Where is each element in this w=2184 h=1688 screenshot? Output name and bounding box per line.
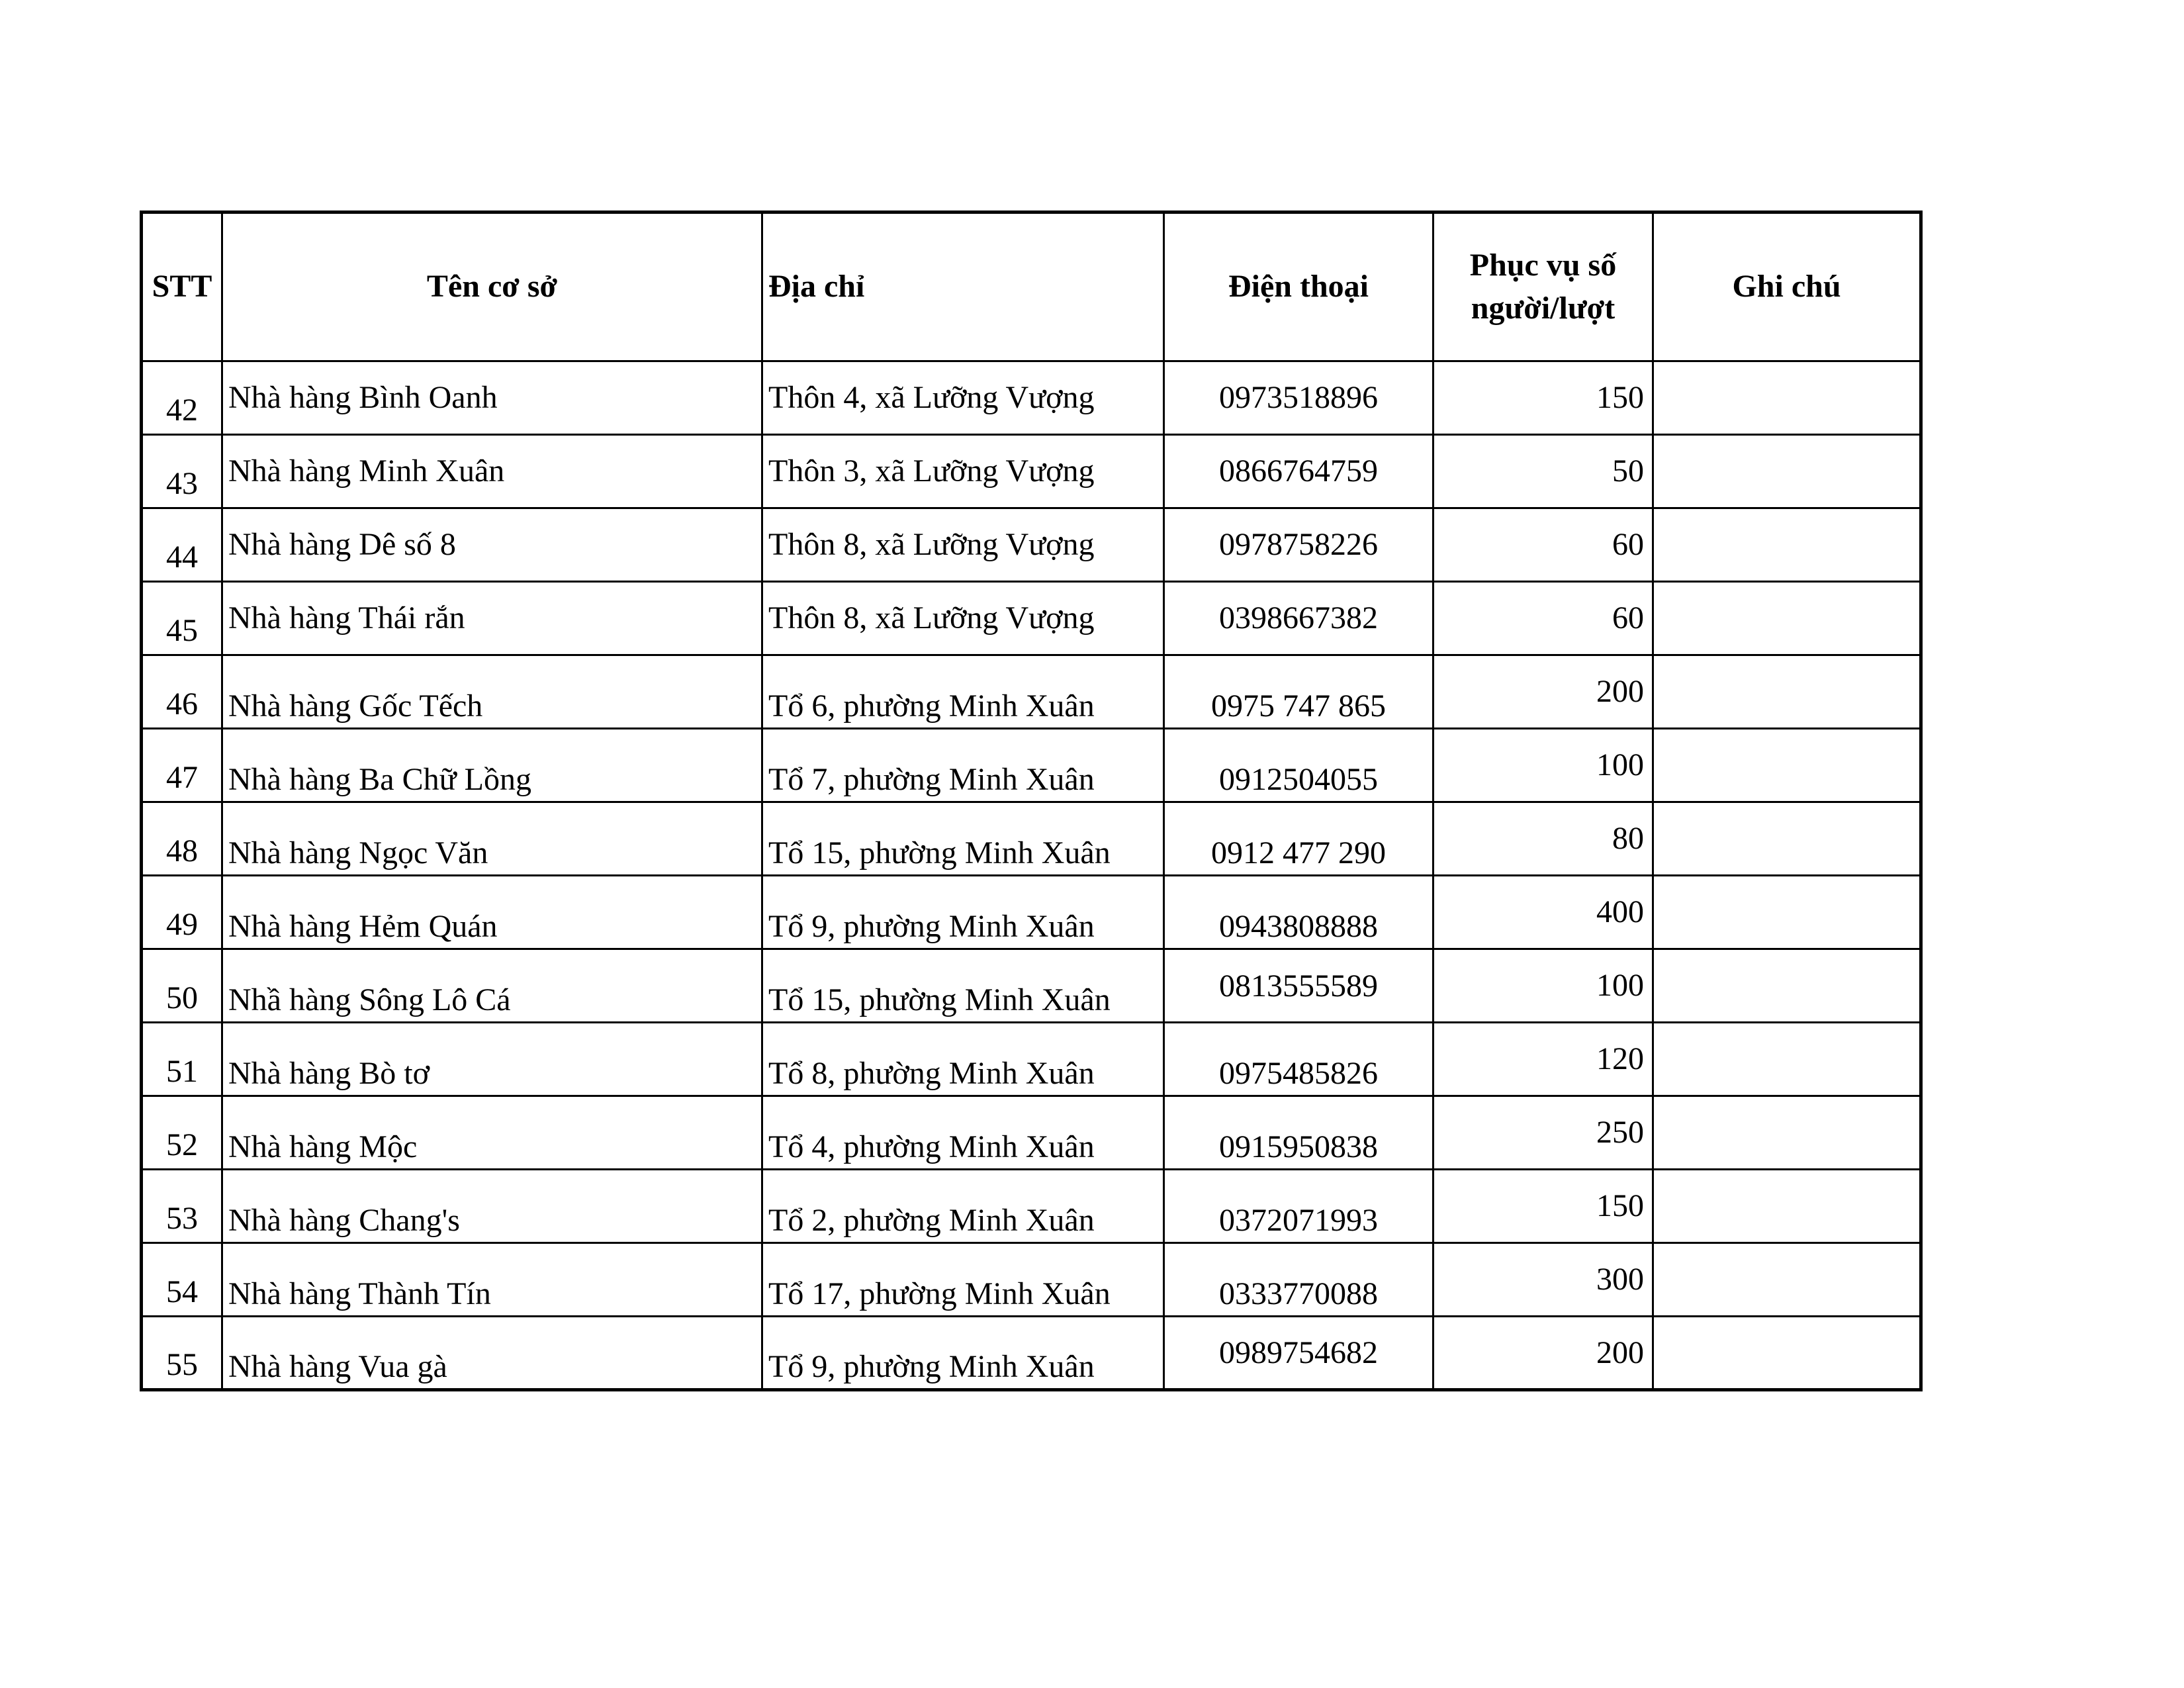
cell-address: Thôn 8, xã Lưỡng Vượng — [762, 508, 1164, 582]
table-row — [142, 435, 1921, 508]
table-row — [142, 1023, 1921, 1096]
cell-note — [1653, 655, 1921, 729]
cell-capacity: 400 — [1433, 876, 1653, 949]
cell-name: Nhà hàng Gốc Tếch — [222, 655, 762, 729]
cell-address: Tổ 8, phường Minh Xuân — [762, 1023, 1164, 1096]
cell-phone: 0975485826 — [1164, 1023, 1433, 1096]
cell-name: Nhà hàng Bình Oanh — [222, 361, 762, 435]
restaurants-table — [140, 211, 1923, 1391]
table-row — [142, 1170, 1921, 1243]
cell-phone: 0912 477 290 — [1164, 802, 1433, 876]
table-row — [142, 655, 1921, 729]
cell-note — [1653, 1170, 1921, 1243]
cell-name: Nhầ hàng Sông Lô Cá — [222, 949, 762, 1023]
cell-stt: 54 — [142, 1243, 222, 1317]
cell-stt: 48 — [142, 802, 222, 876]
table-row — [142, 876, 1921, 949]
cell-name: Nhà hàng Ba Chữ Lồng — [222, 729, 762, 802]
table-row — [142, 949, 1921, 1023]
cell-phone: 0333770088 — [1164, 1243, 1433, 1317]
cell-address: Thôn 4, xã Lưỡng Vượng — [762, 361, 1164, 435]
cell-capacity: 60 — [1433, 582, 1653, 655]
cell-note — [1653, 876, 1921, 949]
cell-phone: 0912504055 — [1164, 729, 1433, 802]
cell-note — [1653, 1243, 1921, 1317]
cell-phone: 0398667382 — [1164, 582, 1433, 655]
table-row — [142, 729, 1921, 802]
cell-address: Tổ 15, phường Minh Xuân — [762, 802, 1164, 876]
table-row — [142, 361, 1921, 435]
cell-note — [1653, 802, 1921, 876]
table-row — [142, 582, 1921, 655]
cell-note — [1653, 949, 1921, 1023]
cell-note — [1653, 361, 1921, 435]
cell-stt: 42 — [142, 361, 222, 435]
cell-phone: 0915950838 — [1164, 1096, 1433, 1170]
table-row — [142, 508, 1921, 582]
cell-name: Nhà hàng Ngọc Văn — [222, 802, 762, 876]
cell-address: Thôn 3, xã Lưỡng Vượng — [762, 435, 1164, 508]
cell-phone: 0866764759 — [1164, 435, 1433, 508]
header-capacity: Phục vụ số người/lượt — [1433, 212, 1653, 361]
cell-stt: 50 — [142, 949, 222, 1023]
cell-capacity: 100 — [1433, 949, 1653, 1023]
table-row — [142, 1096, 1921, 1170]
cell-stt: 49 — [142, 876, 222, 949]
cell-phone: 0813555589 — [1164, 949, 1433, 1023]
cell-capacity: 60 — [1433, 508, 1653, 582]
cell-name: Nhà hàng Bò tơ — [222, 1023, 762, 1096]
cell-stt: 43 — [142, 435, 222, 508]
cell-note — [1653, 1096, 1921, 1170]
header-name: Tên cơ sở — [222, 212, 762, 361]
cell-phone: 0973518896 — [1164, 361, 1433, 435]
cell-capacity: 50 — [1433, 435, 1653, 508]
cell-name: Nhà hàng Vua gà — [222, 1317, 762, 1390]
table-row — [142, 802, 1921, 876]
header-row — [142, 212, 1921, 361]
cell-stt: 55 — [142, 1317, 222, 1390]
cell-name: Nhà hàng Mộc — [222, 1096, 762, 1170]
cell-stt: 44 — [142, 508, 222, 582]
cell-note — [1653, 1023, 1921, 1096]
cell-address: Tổ 9, phường Minh Xuân — [762, 1317, 1164, 1390]
cell-note — [1653, 508, 1921, 582]
cell-note — [1653, 582, 1921, 655]
cell-name: Nhà hàng Thái rắn — [222, 582, 762, 655]
cell-stt: 53 — [142, 1170, 222, 1243]
cell-note — [1653, 729, 1921, 802]
cell-address: Tổ 7, phường Minh Xuân — [762, 729, 1164, 802]
cell-address: Tổ 2, phường Minh Xuân — [762, 1170, 1164, 1243]
cell-capacity: 100 — [1433, 729, 1653, 802]
table-row — [142, 1243, 1921, 1317]
cell-phone: 0975 747 865 — [1164, 655, 1433, 729]
header-address: Địa chỉ — [762, 212, 1164, 361]
cell-address: Tổ 9, phường Minh Xuân — [762, 876, 1164, 949]
cell-capacity: 150 — [1433, 1170, 1653, 1243]
header-stt: STT — [142, 212, 222, 361]
cell-address: Thôn 8, xã Lưỡng Vượng — [762, 582, 1164, 655]
cell-note — [1653, 435, 1921, 508]
cell-capacity: 120 — [1433, 1023, 1653, 1096]
cell-name: Nhà hàng Chang's — [222, 1170, 762, 1243]
cell-stt: 52 — [142, 1096, 222, 1170]
cell-name: Nhà hàng Hẻm Quán — [222, 876, 762, 949]
cell-name: Nhà hàng Thành Tín — [222, 1243, 762, 1317]
cell-stt: 46 — [142, 655, 222, 729]
header-phone: Điện thoại — [1164, 212, 1433, 361]
cell-phone: 0943808888 — [1164, 876, 1433, 949]
cell-capacity: 200 — [1433, 1317, 1653, 1390]
cell-stt: 47 — [142, 729, 222, 802]
cell-capacity: 200 — [1433, 655, 1653, 729]
cell-phone: 0372071993 — [1164, 1170, 1433, 1243]
cell-capacity: 80 — [1433, 802, 1653, 876]
cell-name: Nhà hàng Dê số 8 — [222, 508, 762, 582]
cell-address: Tổ 4, phường Minh Xuân — [762, 1096, 1164, 1170]
cell-name: Nhà hàng Minh Xuân — [222, 435, 762, 508]
cell-capacity: 300 — [1433, 1243, 1653, 1317]
cell-capacity: 250 — [1433, 1096, 1653, 1170]
cell-phone: 0978758226 — [1164, 508, 1433, 582]
cell-phone: 0989754682 — [1164, 1317, 1433, 1390]
cell-address: Tổ 6, phường Minh Xuân — [762, 655, 1164, 729]
cell-stt: 51 — [142, 1023, 222, 1096]
cell-address: Tổ 17, phường Minh Xuân — [762, 1243, 1164, 1317]
cell-note — [1653, 1317, 1921, 1390]
header-note: Ghi chú — [1653, 212, 1921, 361]
cell-stt: 45 — [142, 582, 222, 655]
cell-address: Tổ 15, phường Minh Xuân — [762, 949, 1164, 1023]
cell-capacity: 150 — [1433, 361, 1653, 435]
table-row — [142, 1317, 1921, 1390]
